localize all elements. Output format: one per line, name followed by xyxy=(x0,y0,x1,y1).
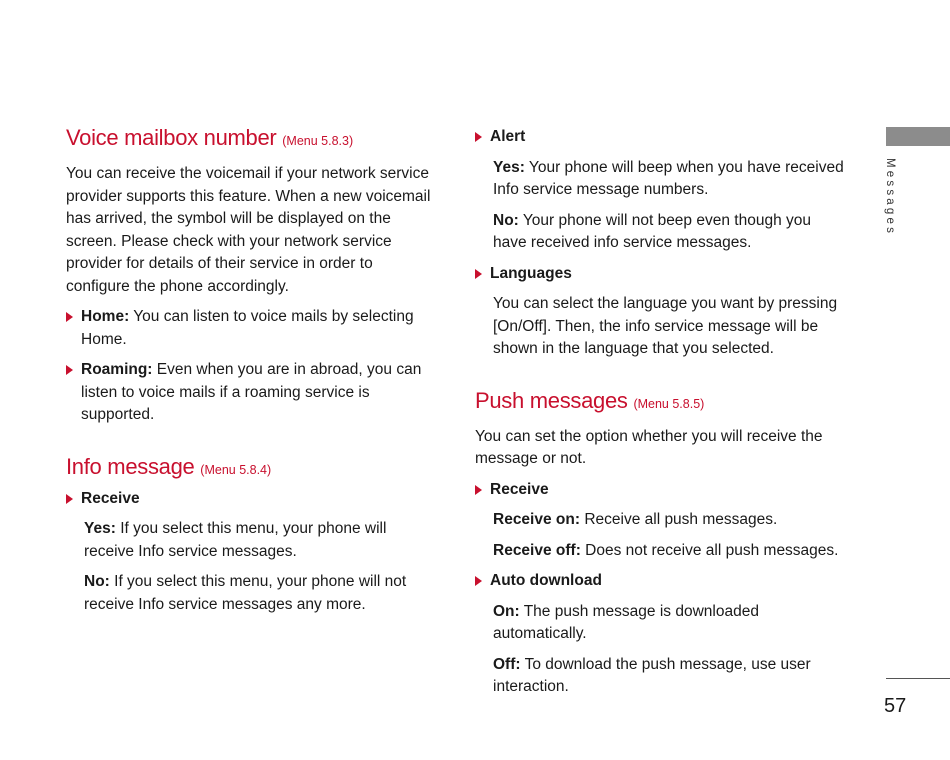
option-text: Your phone will beep when you have received Info service message numbers. xyxy=(493,158,844,198)
triangle-bullet-icon xyxy=(475,132,482,142)
push-intro: You can set the option whether you will receive the message or not. xyxy=(475,427,823,467)
option-text: If you select this menu, your phone will not receive Info service messages any more. xyxy=(84,573,407,613)
voicemail-home-item xyxy=(66,306,436,351)
option-text: The push message is downloaded automatically. xyxy=(493,602,759,642)
item-label: Languages xyxy=(490,264,572,282)
triangle-bullet-icon xyxy=(475,576,482,586)
alert-no xyxy=(475,210,845,255)
push-receive-on xyxy=(475,509,845,532)
item-label: Roaming: xyxy=(81,361,153,378)
push-title: Push messages xyxy=(475,387,628,413)
info-title: Info message xyxy=(66,453,195,479)
languages-item xyxy=(475,263,845,286)
push-auto-off xyxy=(475,654,845,699)
info-heading xyxy=(66,451,436,486)
triangle-bullet-icon xyxy=(66,312,73,322)
item-label: Home: xyxy=(81,308,130,325)
push-auto-item xyxy=(475,570,845,593)
alert-item xyxy=(475,126,845,149)
section-label: Messages xyxy=(884,158,896,237)
push-receive-item xyxy=(475,479,845,502)
info-receive-item xyxy=(66,488,436,511)
voicemail-heading xyxy=(66,122,436,157)
voicemail-intro: You can receive the voicemail if your network service provider supports this feature. When a new voicemail has arrived, the symbol will be displayed on the screen. Please check with your network service provider for details of their service in order to configure the phone accordingly. xyxy=(66,165,431,295)
item-label: Auto download xyxy=(490,572,602,589)
voicemail-title: Voice mailbox number xyxy=(66,125,277,150)
push-auto-on xyxy=(475,601,845,646)
voicemail-roaming-item xyxy=(66,359,436,427)
option-label: No: xyxy=(84,573,110,590)
left-column xyxy=(66,122,436,616)
option-text: If you select this menu, your phone will receive Info service messages. xyxy=(84,520,387,560)
triangle-bullet-icon xyxy=(66,365,73,375)
info-receive-yes xyxy=(66,518,436,563)
push-receive-off xyxy=(475,540,845,563)
section-tab xyxy=(886,127,950,146)
option-text: Receive all push messages. xyxy=(580,511,778,528)
right-column xyxy=(475,122,845,699)
item-text: Even when you are in abroad, you can listen to voice mails if a roaming service is supported. xyxy=(81,361,422,423)
footer-rule xyxy=(886,678,950,679)
option-label: Receive on: xyxy=(493,511,581,528)
info-receive-no xyxy=(66,571,436,616)
page-number: 57 xyxy=(884,695,907,717)
alert-yes xyxy=(475,157,845,202)
triangle-bullet-icon xyxy=(475,485,482,495)
voicemail-menu-ref: (Menu 5.8.3) xyxy=(282,134,354,148)
push-menu-ref: (Menu 5.8.5) xyxy=(633,396,705,411)
item-label: Receive xyxy=(81,489,140,507)
push-heading xyxy=(475,385,845,420)
option-label: Yes: xyxy=(493,158,525,176)
triangle-bullet-icon xyxy=(66,494,73,504)
option-label: Yes: xyxy=(84,520,116,537)
option-label: No: xyxy=(493,211,519,229)
option-text: Your phone will not beep even though you have received info service messages. xyxy=(493,211,811,251)
option-label: On: xyxy=(493,602,520,620)
option-label: Off: xyxy=(493,655,521,673)
option-text: Does not receive all push messages. xyxy=(580,541,839,559)
item-label: Alert xyxy=(490,128,526,145)
item-text: You can listen to voice mails by selecting Home. xyxy=(81,308,414,348)
triangle-bullet-icon xyxy=(475,269,482,279)
option-label: Receive off: xyxy=(493,541,581,559)
languages-text: You can select the language you want by pressing [On/Off]. Then, the info service message will be shown in the language that you selected. xyxy=(493,295,838,357)
info-menu-ref: (Menu 5.8.4) xyxy=(200,462,272,477)
item-label: Receive xyxy=(490,480,549,498)
option-text: To download the push message, use user interaction. xyxy=(493,655,811,695)
